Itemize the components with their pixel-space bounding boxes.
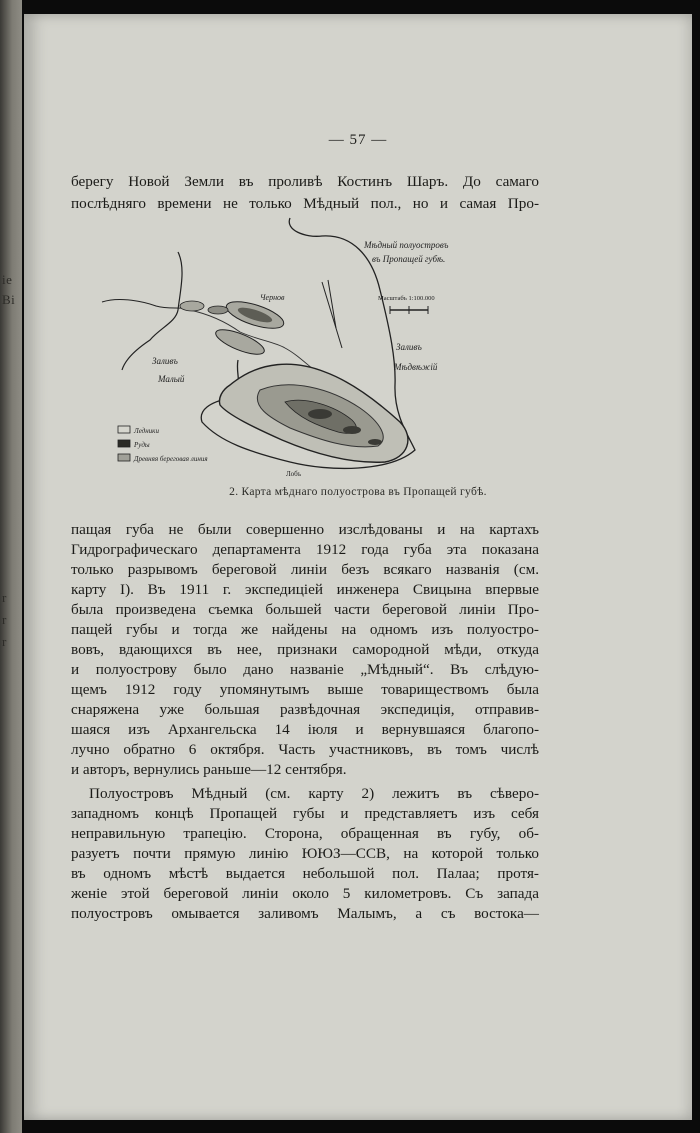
map-label: Чернов (260, 293, 285, 302)
legend-swatch (118, 440, 130, 447)
text-line: Полуостровъ Мѣдный (см. карту 2) лежитъ въ сѣверо- (89, 785, 539, 802)
text-line: карту I). Въ 1911 г. экспедиціей инженера Свицына впервые (71, 581, 539, 598)
text-line: западномъ концѣ Пропащей губы и представляетъ изъ себя (71, 805, 539, 822)
island (208, 306, 228, 314)
map-title: Мѣдный полуостровъ (364, 240, 449, 250)
map-label: Заливъ (152, 356, 178, 366)
adjacent-page-fragment: ie (2, 272, 13, 287)
ore-body (368, 439, 382, 445)
map-label: Лобъ (286, 470, 302, 478)
text-line: разуетъ почти прямую линію ЮЮЗ—ССВ, на которой только (71, 845, 539, 862)
text-line: въ одномъ мѣстѣ выдается небольшой пол. Палаа; протя- (71, 865, 539, 882)
map-label: Заливъ (396, 342, 422, 352)
text-line: женіе этой береговой линіи около 5 километровъ. Съ запада (71, 885, 539, 902)
text-line: шаяся изъ Архангельска 14 іюля и вернувшаяся благопо- (71, 721, 539, 738)
text-line: и полуострову было дано названіе „Мѣдный“. Въ слѣдую- (71, 661, 539, 678)
text-line: была произведена съемка большей части береговой линіи Про- (71, 601, 539, 618)
adjacent-page-fragment: Bi (2, 292, 16, 307)
text-line: полуостровъ омывается заливомъ Малымъ, а съ востока— (71, 905, 539, 922)
text-line: неправильную трапецію. Сторона, обращенная въ губу, об- (71, 825, 539, 842)
north-line (322, 282, 342, 348)
text-line: только разрывомъ береговой линіи безъ всякаго названія (см. (71, 561, 539, 578)
ore-body (343, 426, 361, 434)
text-line: пащей губы и тогда же найдены на одномъ изъ полуостро- (71, 621, 539, 638)
page-number: — 57 — (328, 132, 388, 148)
map-label: Мѣдвѣжій (394, 362, 438, 372)
text-line: лучно обратно 6 октября. Часть участниковъ, въ томъ числѣ (71, 741, 539, 758)
legend-label: Ледники (134, 427, 159, 435)
map-scale-label: Масштабъ 1:100.000 (378, 295, 435, 302)
north-line (328, 280, 336, 328)
island (180, 301, 204, 311)
text-line: пащая губа не были совершенно изслѣдованы и на картахъ (71, 521, 539, 538)
figure-caption: 2. Карта мѣднаго полуострова въ Пропащей губѣ. (229, 486, 487, 498)
coastline (122, 252, 182, 370)
adjacent-page-fragment: r (2, 612, 7, 627)
adjacent-page-fragment: r (2, 634, 7, 649)
legend-swatch (118, 454, 130, 461)
book-page (24, 14, 692, 1120)
legend-label: Древняя береговая линия (134, 455, 208, 463)
coastline (102, 299, 190, 310)
text-line: послѣдняго времени не только Мѣдный пол., но и самая Про- (71, 195, 539, 212)
map-title: въ Пропащей губѣ. (372, 254, 446, 264)
legend-label: Руды (134, 441, 150, 449)
ore-body (308, 409, 332, 419)
legend-swatch (118, 426, 130, 433)
text-line: берегу Новой Земли въ проливѣ Костинъ Шаръ. До самаго (71, 173, 539, 190)
text-line: снаряжена уже большая развѣдочная экспедиція, отправив- (71, 701, 539, 718)
island (213, 325, 267, 359)
map-figure (90, 210, 449, 480)
text-line: вовъ, вдающихся въ нее, признаки самородной мѣди, откуда (71, 641, 539, 658)
text-line: Гидрографическаго департамента 1912 года губа эта показана (71, 541, 539, 558)
text-line: щемъ 1912 году упомянутымъ выше товариществомъ была (71, 681, 539, 698)
adjacent-page-edge (0, 0, 22, 1133)
text-line: и авторъ, вернулись раньше—12 сентября. (71, 761, 347, 778)
adjacent-page-fragment: r (2, 590, 7, 605)
map-label: Малый (158, 374, 185, 384)
